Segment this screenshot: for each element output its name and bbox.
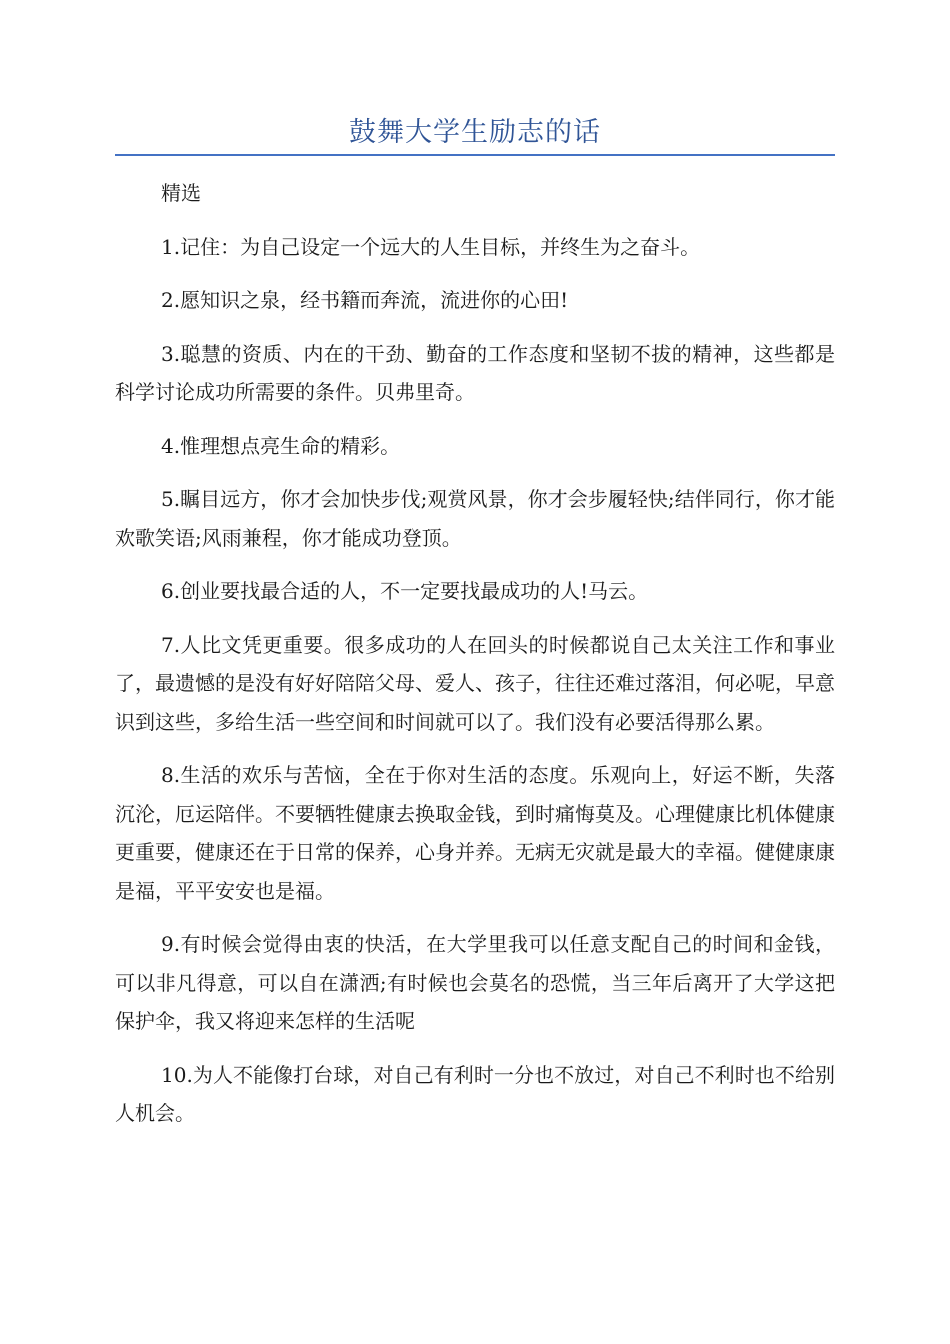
paragraph-1: 1.记住：为自己设定一个远大的人生目标，并终生为之奋斗。 xyxy=(161,234,701,259)
title-underline xyxy=(115,154,835,156)
paragraph-intro: 精选 xyxy=(161,181,201,205)
paragraph-3: 3.聪慧的资质、内在的干劲、勤奋的工作态度和坚韧不拔的精神，这些都是科学讨论成功所需要的条件。贝弗里奇。 xyxy=(115,341,835,404)
paragraph-2: 2.愿知识之泉，经书籍而奔流，流进你的心田! xyxy=(161,288,569,312)
paragraph-6: 6.创业要找最合适的人，不一定要找最成功的人!马云。 xyxy=(161,579,649,603)
paragraph-10: 10.为人不能像打台球，对自己有利时一分也不放过，对自己不利时也不给别人机会。 xyxy=(115,1062,835,1125)
paragraph-7: 7.人比文凭更重要。很多成功的人在回头的时候都说自己太关注工作和事业了，最遗憾的是没有好好陪陪父母、爱人、孩子，往往还难过落泪，何必呢，早意识到这些，多给生活一些空间和时间就可以了。我们没有必要活得那么累。 xyxy=(115,632,835,734)
paragraph-4: 4.惟理想点亮生命的精彩。 xyxy=(161,433,401,458)
paragraph-5: 5.瞩目远方，你才会加快步伐;观赏风景，你才会步履轻快;结伴同行，你才能欢歌笑语;风雨兼程，你才能成功登顶。 xyxy=(115,487,835,550)
document-body xyxy=(115,174,835,1148)
document-title: 鼓舞大学生励志的话 xyxy=(349,117,601,148)
paragraph-8: 8.生活的欢乐与苦恼，全在于你对生活的态度。乐观向上，好运不断，失落沉沦，厄运陪伴。不要牺牲健康去换取金钱，到时痛悔莫及。心理健康比机体健康更重要，健康还在于日常的保养，心身并养。无病无灾就是最大的幸福。健健康康是福，平平安安也是福。 xyxy=(115,763,835,903)
paragraph-9: 9.有时候会觉得由衷的快活，在大学里我可以任意支配自己的时间和金钱，可以非凡得意，可以自在潇洒;有时候也会莫名的恐慌，当三年后离开了大学这把保护伞，我又将迎来怎样的生活呢 xyxy=(115,932,835,1033)
